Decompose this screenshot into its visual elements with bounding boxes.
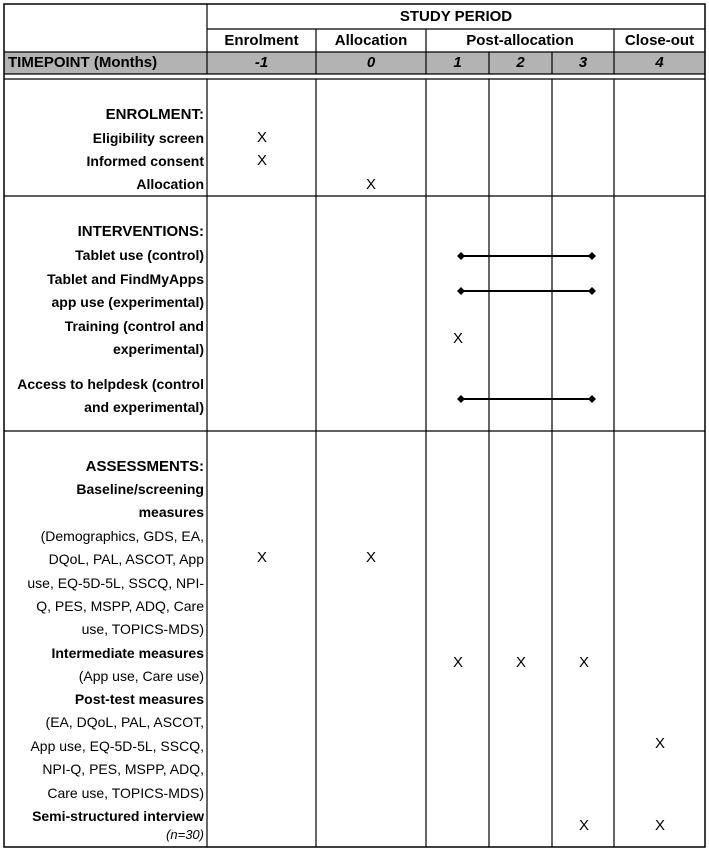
mark-training-m1: X [452, 330, 463, 347]
row-training-line2: experimental) [112, 341, 204, 357]
section-title-assessments: ASSESSMENTS: [85, 458, 204, 475]
study-period-header: STUDY PERIOD [399, 8, 513, 25]
row-interview-title: Semi-structured interview [32, 808, 204, 824]
row-baseline-detail-1: (Demographics, GDS, EA, [40, 528, 204, 544]
mark-baseline-m-1: X [256, 549, 267, 566]
mark-allocation-m0: X [365, 176, 376, 193]
timepoint-3: 3 [578, 54, 588, 71]
section-title-enrolment: ENROLMENT: [105, 106, 204, 123]
mark-interview-m3: X [578, 817, 589, 834]
row-findmyapps-line1: Tablet and FindMyApps [47, 271, 204, 287]
phase-post-allocation: Post-allocation [466, 32, 574, 49]
mark-intermediate-m2: X [515, 654, 526, 671]
row-posttest-detail-2: App use, EQ-5D-5L, SSCQ, [30, 738, 204, 754]
mark-interview-m4: X [654, 817, 665, 834]
row-intermediate-title: Intermediate measures [51, 645, 204, 661]
phase-allocation: Allocation [334, 32, 408, 49]
mark-intermediate-m3: X [578, 654, 589, 671]
row-findmyapps-line2: app use (experimental) [51, 294, 204, 310]
row-baseline-detail-5: use, TOPICS-MDS) [81, 621, 204, 637]
mark-baseline-m0: X [365, 549, 376, 566]
row-posttest-detail-1: (EA, DQoL, PAL, ASCOT, [45, 714, 204, 730]
row-intermediate-detail: (App use, Care use) [78, 668, 204, 684]
row-eligibility-screen: Eligibility screen [92, 130, 204, 146]
row-baseline-detail-2: DQoL, PAL, ASCOT, App [48, 551, 204, 567]
row-tablet-use-control: Tablet use (control) [75, 247, 204, 263]
mark-intermediate-m1: X [452, 654, 463, 671]
row-training-line1: Training (control and [64, 318, 204, 334]
timepoint-1: 1 [453, 54, 462, 71]
mark-eligibility-m-1: X [256, 129, 267, 146]
timepoint-minus-1: -1 [254, 54, 269, 71]
mark-posttest-m4: X [654, 735, 665, 752]
row-baseline-title-1: Baseline/screening [76, 481, 204, 497]
timepoint-4: 4 [655, 54, 664, 71]
row-allocation: Allocation [136, 176, 204, 192]
timepoint-2: 2 [516, 54, 525, 71]
phase-enrolment: Enrolment [224, 32, 299, 49]
mark-consent-m-1: X [256, 152, 267, 169]
phase-close-out: Close-out [624, 32, 695, 49]
row-informed-consent: Informed consent [86, 153, 204, 169]
duration-bar-helpdesk [457, 395, 596, 403]
row-posttest-detail-3: NPI-Q, PES, MSPP, ADQ, [42, 761, 204, 777]
row-helpdesk-line2: and experimental) [84, 399, 204, 415]
duration-bar-findmyapps-use [457, 287, 596, 295]
row-baseline-title-2: measures [138, 504, 204, 520]
timepoint-0: 0 [366, 54, 376, 71]
row-helpdesk-line1: Access to helpdesk (control [17, 376, 204, 392]
row-posttest-title: Post-test measures [74, 691, 204, 707]
row-baseline-detail-4: Q, PES, MSPP, ADQ, Care [36, 598, 204, 614]
row-interview-n: (n=30) [166, 827, 204, 842]
row-baseline-detail-3: use, EQ-5D-5L, SSCQ, NPI- [27, 575, 204, 591]
row-posttest-detail-4: Care use, TOPICS-MDS) [47, 785, 204, 801]
duration-bar-tablet-use [457, 252, 596, 260]
timepoint-label: TIMEPOINT (Months) [8, 54, 158, 71]
section-title-interventions: INTERVENTIONS: [77, 223, 204, 240]
